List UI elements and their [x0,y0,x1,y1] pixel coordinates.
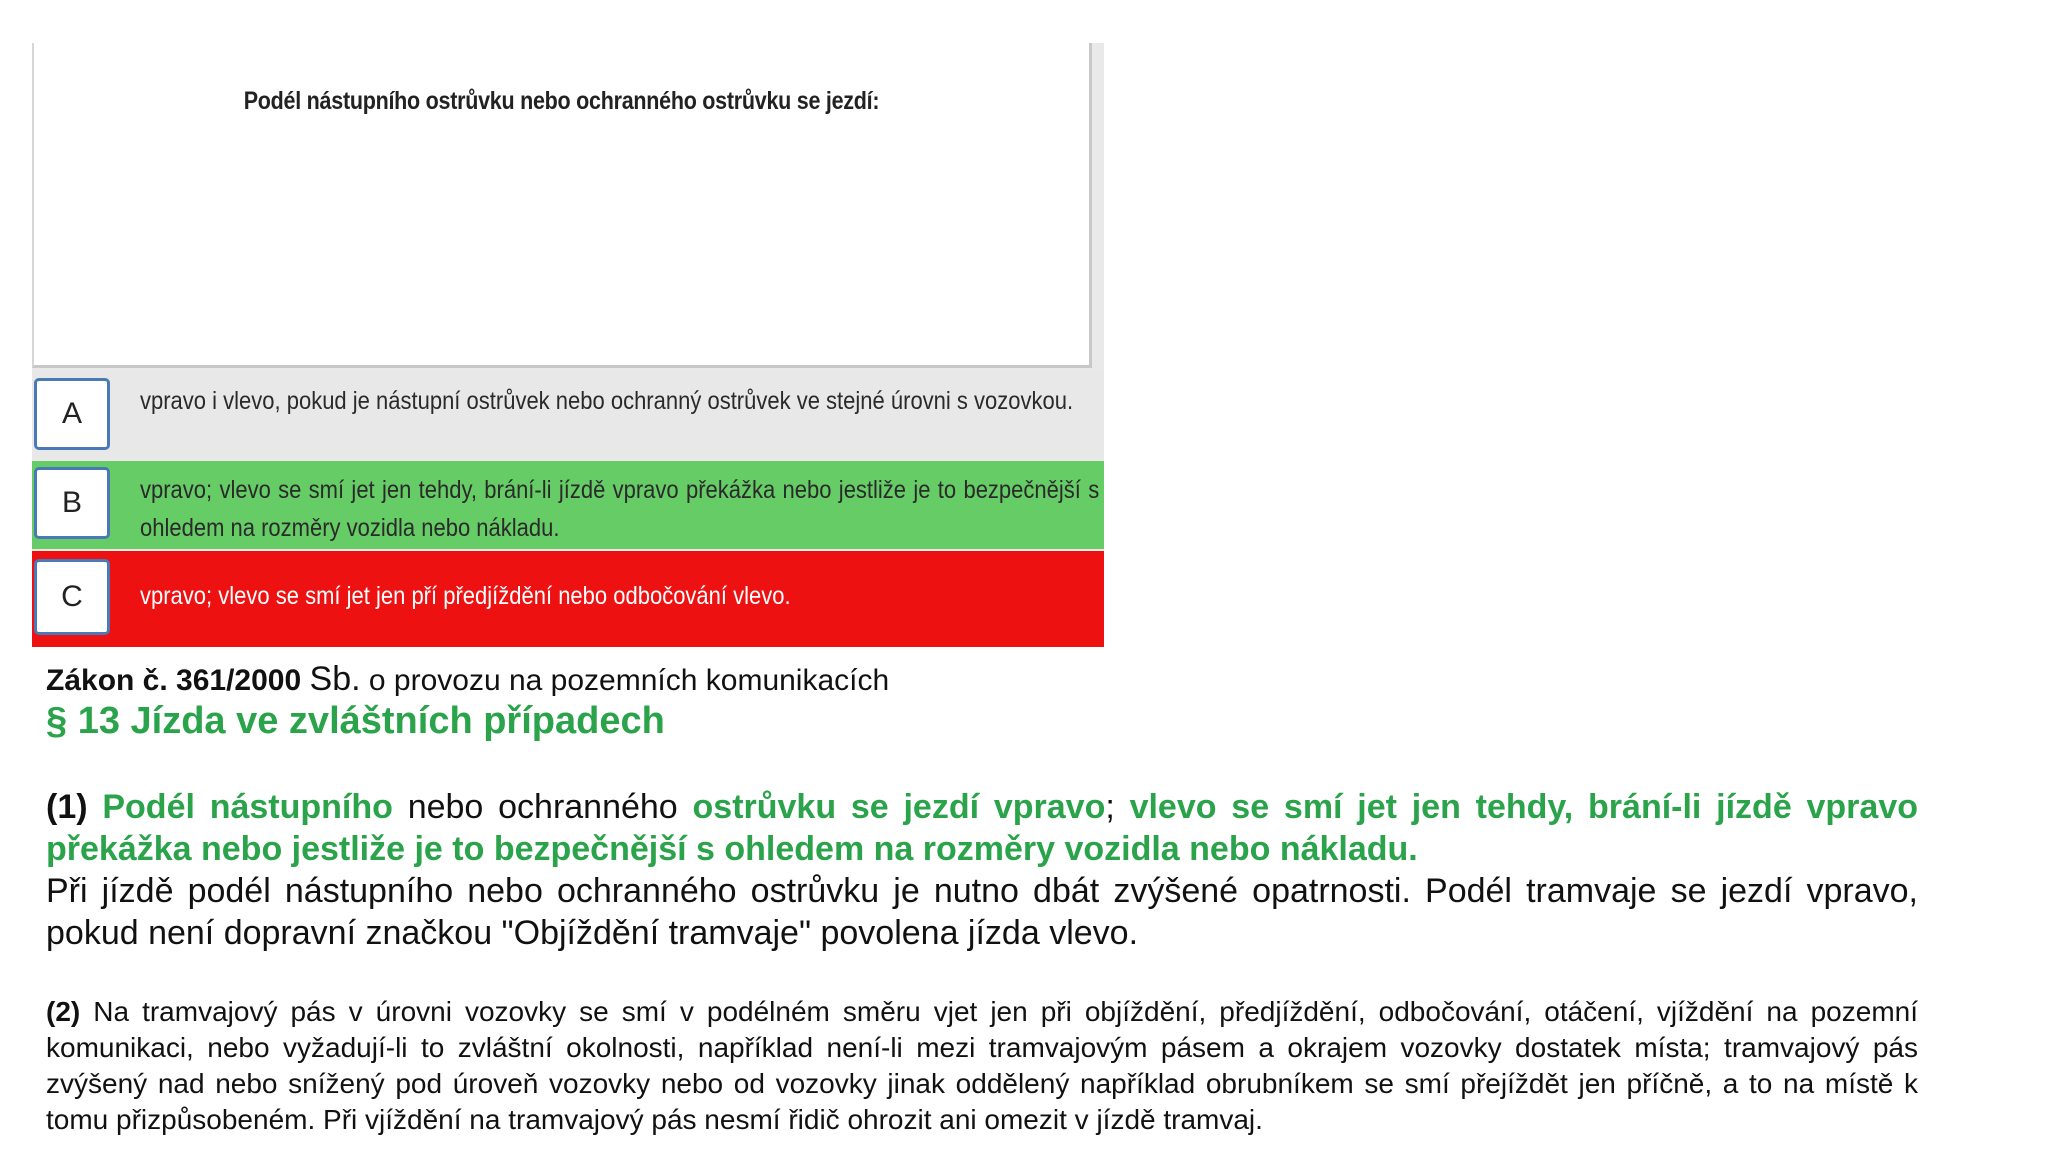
answer-letter-a[interactable]: A [34,378,110,450]
question-text: Podél nástupního ostrůvku nebo ochranného ostrůvku se jezdí: [243,87,880,115]
p1-text-2: ; [1105,788,1130,826]
act-sb: Sb. [309,660,361,698]
paragraph-2 [46,994,1918,1138]
law-reference [46,660,889,699]
answer-letter-b[interactable]: B [34,467,110,539]
p1-text-1: nebo ochranného [392,788,693,826]
p1-highlight-1: Podél nástupního [102,788,393,826]
answer-option-c[interactable] [32,551,1104,647]
p1-highlight-3: vlevo se smí jet jen tehdy, brání-li jízdě vpravo překážka nebo jestliže je to bezpečnější s ohledem na rozměry vozidla nebo nákladu. [46,788,1919,868]
answer-text-a: vpravo i vlevo, pokud je nástupní ostrůvek nebo ochranný ostrůvek ve stejné úrovni s vozovkou. [140,387,1074,415]
answer-option-b[interactable] [32,461,1104,549]
answer-option-a[interactable] [32,372,1104,460]
quiz-screenshot [32,43,1104,647]
answer-letter-c[interactable]: C [34,559,110,635]
p1-rest: Při jízdě podél nástupního nebo ochranného ostrůvku je nutno dbát zvýšené opatrnosti. Podél tramvaje se jezdí vpravo, pokud není dopravní značkou "Objíždění tramvaje" povolena jízda vlevo. [46,872,1918,952]
p2-text: Na tramvajový pás v úrovni vozovky se smí v podélném směru vjet jen při objíždění, předjíždění, odbočování, otáčení, vjíždění na pozemní komunikaci, nebo vyžadují-li to zvláštní okolnosti, například není-li mezi tramvajovým pásem a okrajem vozovky dostatek místa; tramvajový pás zvýšený nad nebo snížený pod úroveň vozovky nebo od vozovky jinak oddělený například obrubníkem se smí přejíždět jen příčně, a to na místě k tomu přizpůsobeném. Při vjíždění na tramvajový pás nesmí řidič ohrozit ani omezit v jízdě tramvaj. [46,996,1918,1135]
paragraph-1-number: (1) [46,788,88,826]
answer-text-c: vpravo; vlevo se smí jet jen pří předjíždění nebo odbočování vlevo. [140,582,791,610]
act-title: o provozu na pozemních komunikacích [360,664,890,697]
paragraph-2-number: (2) [46,996,81,1027]
act-number: Zákon č. 361/2000 [46,664,302,697]
section-title: § 13 Jízda ve zvláštních případech [46,700,665,742]
p1-highlight-2: ostrůvku se jezdí vpravo [692,788,1106,826]
paragraph-1 [46,786,1918,954]
question-box [32,43,1092,368]
answer-text-b: vpravo; vlevo se smí jet jen tehdy, brání-li jízdě vpravo překážka nebo jestliže je to bezpečnější s ohledem na rozměry vozidla nebo nákladu. [140,476,1100,542]
